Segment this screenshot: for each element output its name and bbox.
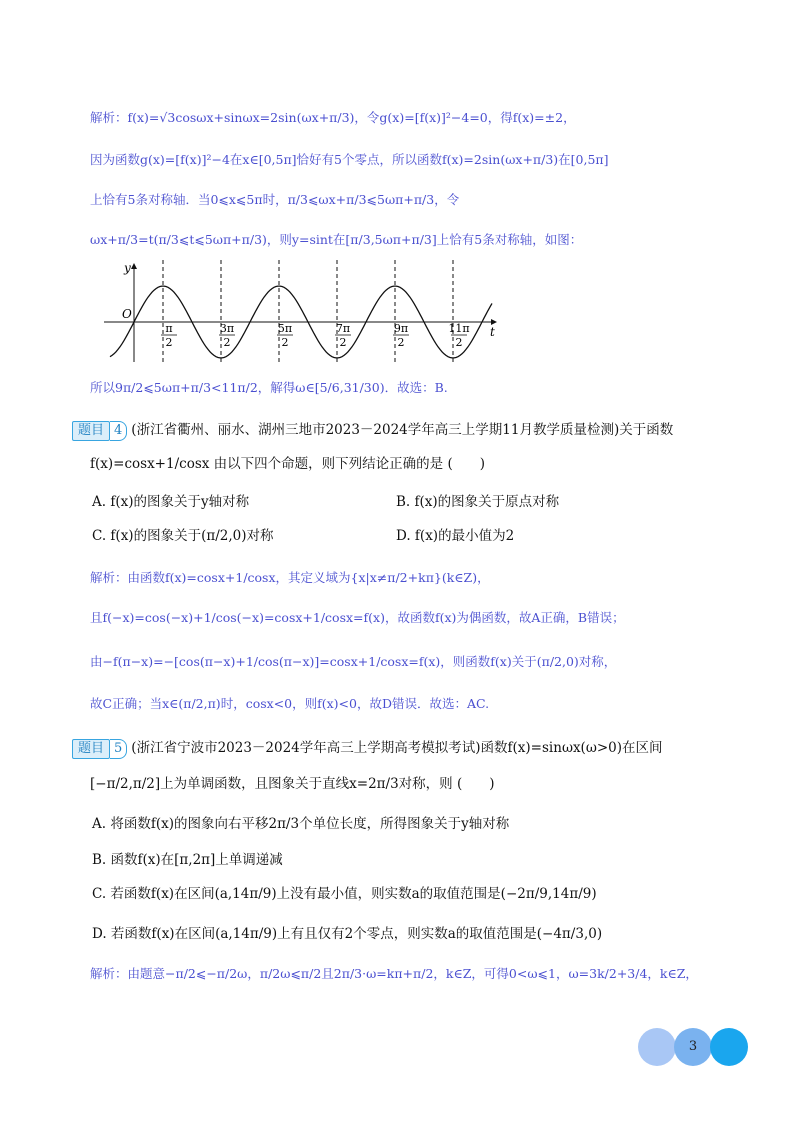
q4-line1 [72, 420, 673, 441]
page-number: 3 [688, 1039, 698, 1054]
tick-label: π [165, 322, 173, 335]
sine-graph [100, 258, 500, 366]
tick-label-denominator: 2 [339, 336, 347, 349]
q4-number: 4 [110, 421, 127, 441]
q5-number: 5 [110, 739, 127, 759]
sol5-line1: 解析：由题意−π/2⩽−π/2ω，π/2ω⩽π/2且2π/3·ω=kπ+π/2，k∈Z，可得0<ω⩽1，ω=3k/2+3/4，k∈Z， [90, 966, 698, 981]
q4-option-d: D. f(x)的最小值为2 [396, 528, 515, 544]
sol3-line5: 所以9π/2⩽5ωπ+π/3<11π/2，解得ω∈[5/6,31/30)．故选：B. [90, 380, 448, 395]
tick-label: 3π [219, 322, 235, 335]
tick-label-denominator: 2 [223, 336, 231, 349]
q4-tag: 题目 [72, 421, 110, 441]
sol3-line2: 因为函数g(x)=[f(x)]²−4在x∈[0,5π]恰好有5个零点，所以函数f(x)=2sin(ωx+π/3)在[0,5π] [90, 152, 609, 167]
q5-option-c: C. 若函数f(x)在区间(a,14π/9)上没有最小值，则实数a的取值范围是(−2π/9,14π/9) [92, 886, 597, 902]
q5-option-d: D. 若函数f(x)在区间(a,14π/9)上有且仅有2个零点，则实数a的取值范围是(−4π/3,0) [92, 926, 603, 942]
q4-option-b: B. f(x)的图象关于原点对称 [396, 494, 560, 510]
q5-line1 [72, 738, 663, 759]
tick-label: 5π [277, 322, 293, 335]
tick-label-denominator: 2 [455, 336, 463, 349]
tick-label-denominator: 2 [281, 336, 289, 349]
sol3-line4: ωx+π/3=t(π/3⩽t⩽5ωπ+π/3)，则y=sint在[π/3,5ωπ+π/3]上恰有5条对称轴，如图： [90, 232, 583, 247]
tick-label: 7π [335, 322, 351, 335]
tick-label-denominator: 2 [165, 336, 173, 349]
tick-label-denominator: 2 [397, 336, 405, 349]
q4-option-a: A. f(x)的图象关于y轴对称 [92, 494, 250, 510]
origin-label: O [122, 307, 132, 321]
sol4-line3: 由−f(π−x)=−[cos(π−x)+1/cos(π−x)]=cosx+1/cosx=f(x)，则函数f(x)关于(π/2,0)对称， [90, 654, 617, 669]
q5-option-b: B. 函数f(x)在[π,2π]上单调递减 [92, 852, 283, 868]
q4-option-c: C. f(x)的图象关于(π/2,0)对称 [92, 528, 274, 544]
page-circle-1 [638, 1028, 676, 1066]
sol3-line1: 解析：f(x)=√3cosωx+sinωx=2sin(ωx+π/3)，令g(x)=[f(x)]²−4=0，得f(x)=±2， [90, 110, 576, 125]
page-number-badge [638, 1028, 750, 1066]
q5-option-a: A. 将函数f(x)的图象向右平移2π/3个单位长度，所得图象关于y轴对称 [92, 816, 510, 832]
sol4-line4: 故C正确；当x∈(π/2,π)时，cosx<0，则f(x)<0，故D错误．故选：AC. [90, 696, 490, 711]
x-axis-label: t [490, 325, 495, 339]
q5-line2: [−π/2,π/2]上为单调函数，且图象关于直线x=2π/3对称，则 ( ) [90, 776, 495, 792]
y-axis-label: y [124, 261, 131, 275]
q4-text1: (浙江省衢州、丽水、湖州三地市2023－2024学年高三上学期11月教学质量检测)关于函数 [131, 422, 674, 438]
tick-label: 11π [448, 322, 470, 335]
tick-label: 9π [393, 322, 409, 335]
sol4-line1: 解析：由函数f(x)=cosx+1/cosx，其定义域为{x|x≠π/2+kπ}(k∈Z)， [90, 570, 490, 585]
q5-text1: (浙江省宁波市2023－2024学年高三上学期高考模拟考试)函数f(x)=sinωx(ω>0)在区间 [131, 740, 663, 756]
q5-tag: 题目 [72, 739, 110, 759]
page-circle-3 [710, 1028, 748, 1066]
q4-line2: f(x)=cosx+1/cosx 由以下四个命题，则下列结论正确的是 ( ) [90, 456, 485, 472]
sol3-line3: 上恰有5条对称轴．当0⩽x⩽5π时，π/3⩽ωx+π/3⩽5ωπ+π/3，令 [90, 192, 460, 207]
sol4-line2: 且f(−x)=cos(−x)+1/cos(−x)=cosx+1/cosx=f(x)，故函数f(x)为偶函数，故A正确，B错误； [90, 610, 625, 625]
